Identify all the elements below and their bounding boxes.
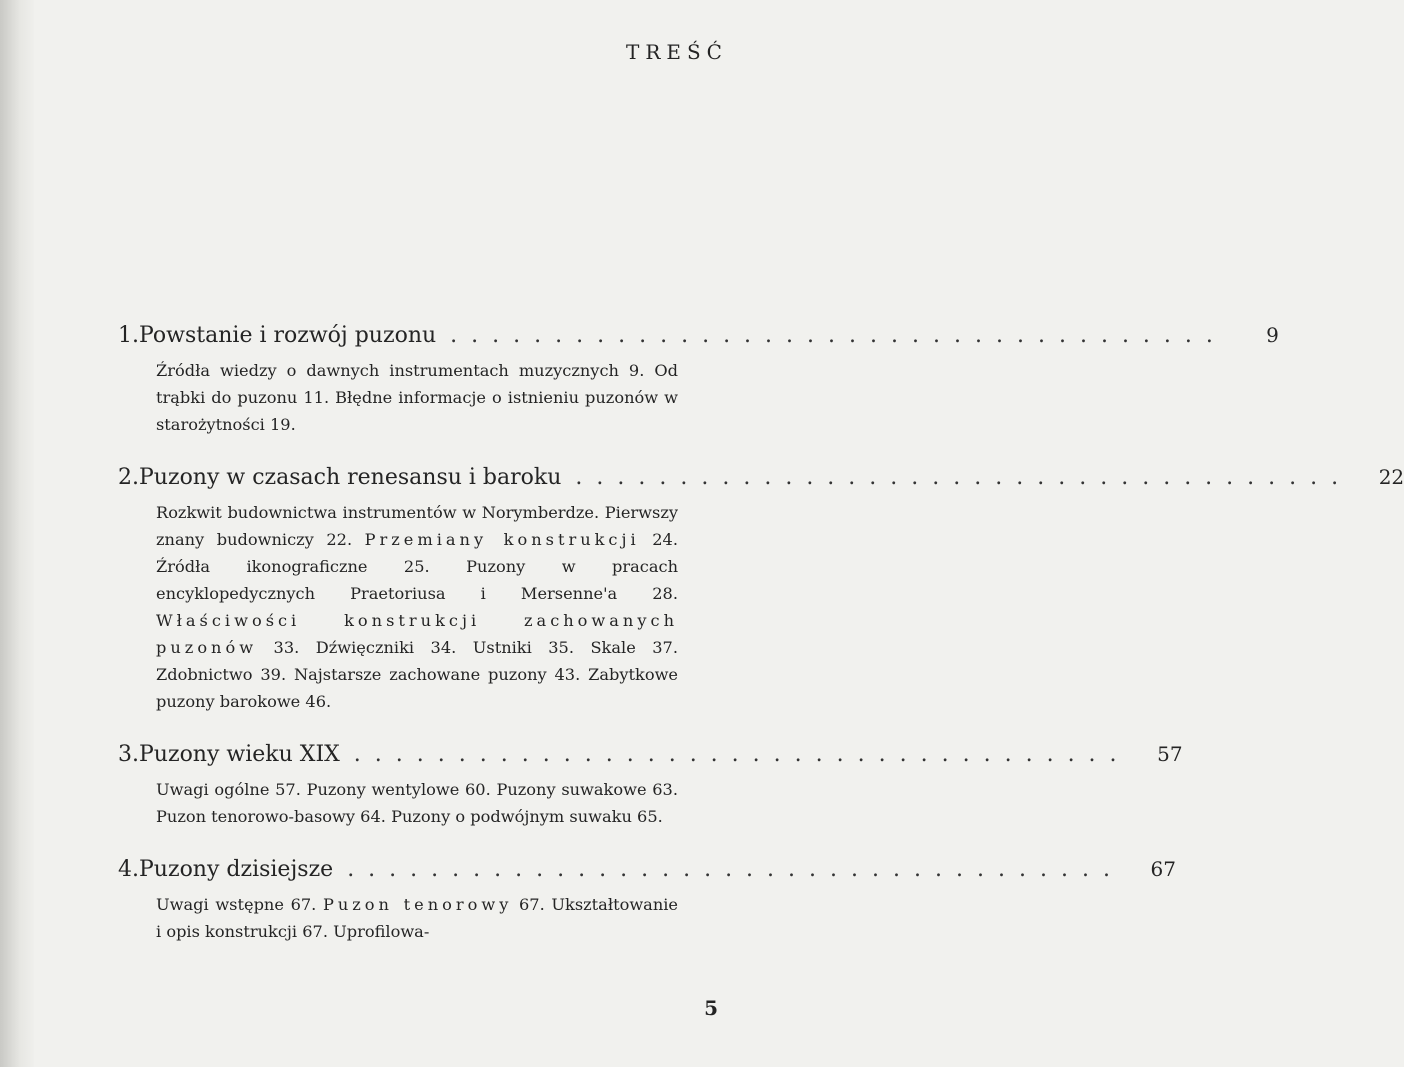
- toc-entry-heading: [118, 462, 1404, 493]
- chapter-title: Powstanie i rozwój puzonu: [139, 323, 437, 348]
- page-number: 5: [704, 996, 718, 1020]
- chapter-number: 3.: [118, 742, 139, 767]
- summary-text: Uwagi ogólne 57. Puzony wentylowe 60. Puzony suwakowe 63. Puzon tenorowo-basowy 64. Puzony o podwójnym suwaku 65.: [156, 780, 678, 826]
- chapter-title: Puzony dzisiejsze: [139, 857, 334, 882]
- chapter-summary: [156, 357, 678, 438]
- chapter-page-number: 9: [1266, 323, 1279, 347]
- toc-entry-heading: [118, 320, 1279, 351]
- toc-entry-heading: [118, 739, 1183, 770]
- toc-entry-heading: [118, 854, 1176, 885]
- summary-text: Źródła wiedzy o dawnych instrumentach muzycznych 9. Od trąbki do puzonu 11. Błędne informacje o istnieniu puzonów w starożytności 19.: [156, 361, 678, 434]
- summary-text: Uwagi wstępne 67.: [156, 895, 323, 914]
- chapter-title: Puzony wieku XIX: [139, 742, 340, 767]
- book-gutter-shadow: [0, 0, 34, 1067]
- summary-text: 33. Dźwięczniki 34. Ustniki 35. Skale 37. Zdobnictwo 39. Najstarsze zachowane puzony 43. Zabytkowe puzony barokowe 46.: [156, 638, 678, 711]
- chapter-page-number: 67: [1150, 857, 1176, 881]
- chapter-number: 2.: [118, 465, 139, 490]
- summary-text: 24. Źródła ikonograficzne 25. Puzony w pracach encyklopedycznych Praetoriusa i Mersenne'a 28.: [156, 530, 678, 603]
- summary-text: 67. Ukształtowanie i opis konstrukcji 67. Uprofilowa-: [156, 895, 679, 941]
- table-of-contents: [118, 320, 1404, 969]
- page-heading: TREŚĆ: [625, 40, 728, 64]
- toc-entry: [118, 854, 1176, 945]
- summary-text: Rozkwit budownictwa instrumentów w Norymberdze. Pierwszy znany budowniczy 22.: [156, 503, 678, 549]
- toc-entry: [118, 739, 1183, 830]
- chapter-page-number: 22: [1378, 465, 1404, 489]
- chapter-number: 1.: [118, 323, 139, 348]
- dot-leader: .....................................: [575, 465, 1353, 490]
- chapter-summary: [156, 499, 678, 715]
- dot-leader: .....................................: [450, 323, 1227, 348]
- summary-text-spaced: Przemiany konstrukcji: [364, 530, 640, 549]
- toc-entry: [118, 320, 1279, 438]
- dot-leader: .....................................: [347, 857, 1124, 882]
- dot-leader: .....................................: [353, 742, 1131, 767]
- chapter-title: Puzony w czasach renesansu i baroku: [139, 465, 562, 490]
- summary-text-spaced: Właściwości konstrukcji zachowanych puzonów: [156, 611, 678, 657]
- chapter-summary: [156, 776, 678, 830]
- chapter-summary: [156, 891, 678, 945]
- chapter-page-number: 57: [1157, 742, 1183, 766]
- summary-text-spaced: Puzon tenorowy: [322, 895, 513, 914]
- chapter-number: 4.: [118, 857, 139, 882]
- toc-entry: [118, 462, 1404, 715]
